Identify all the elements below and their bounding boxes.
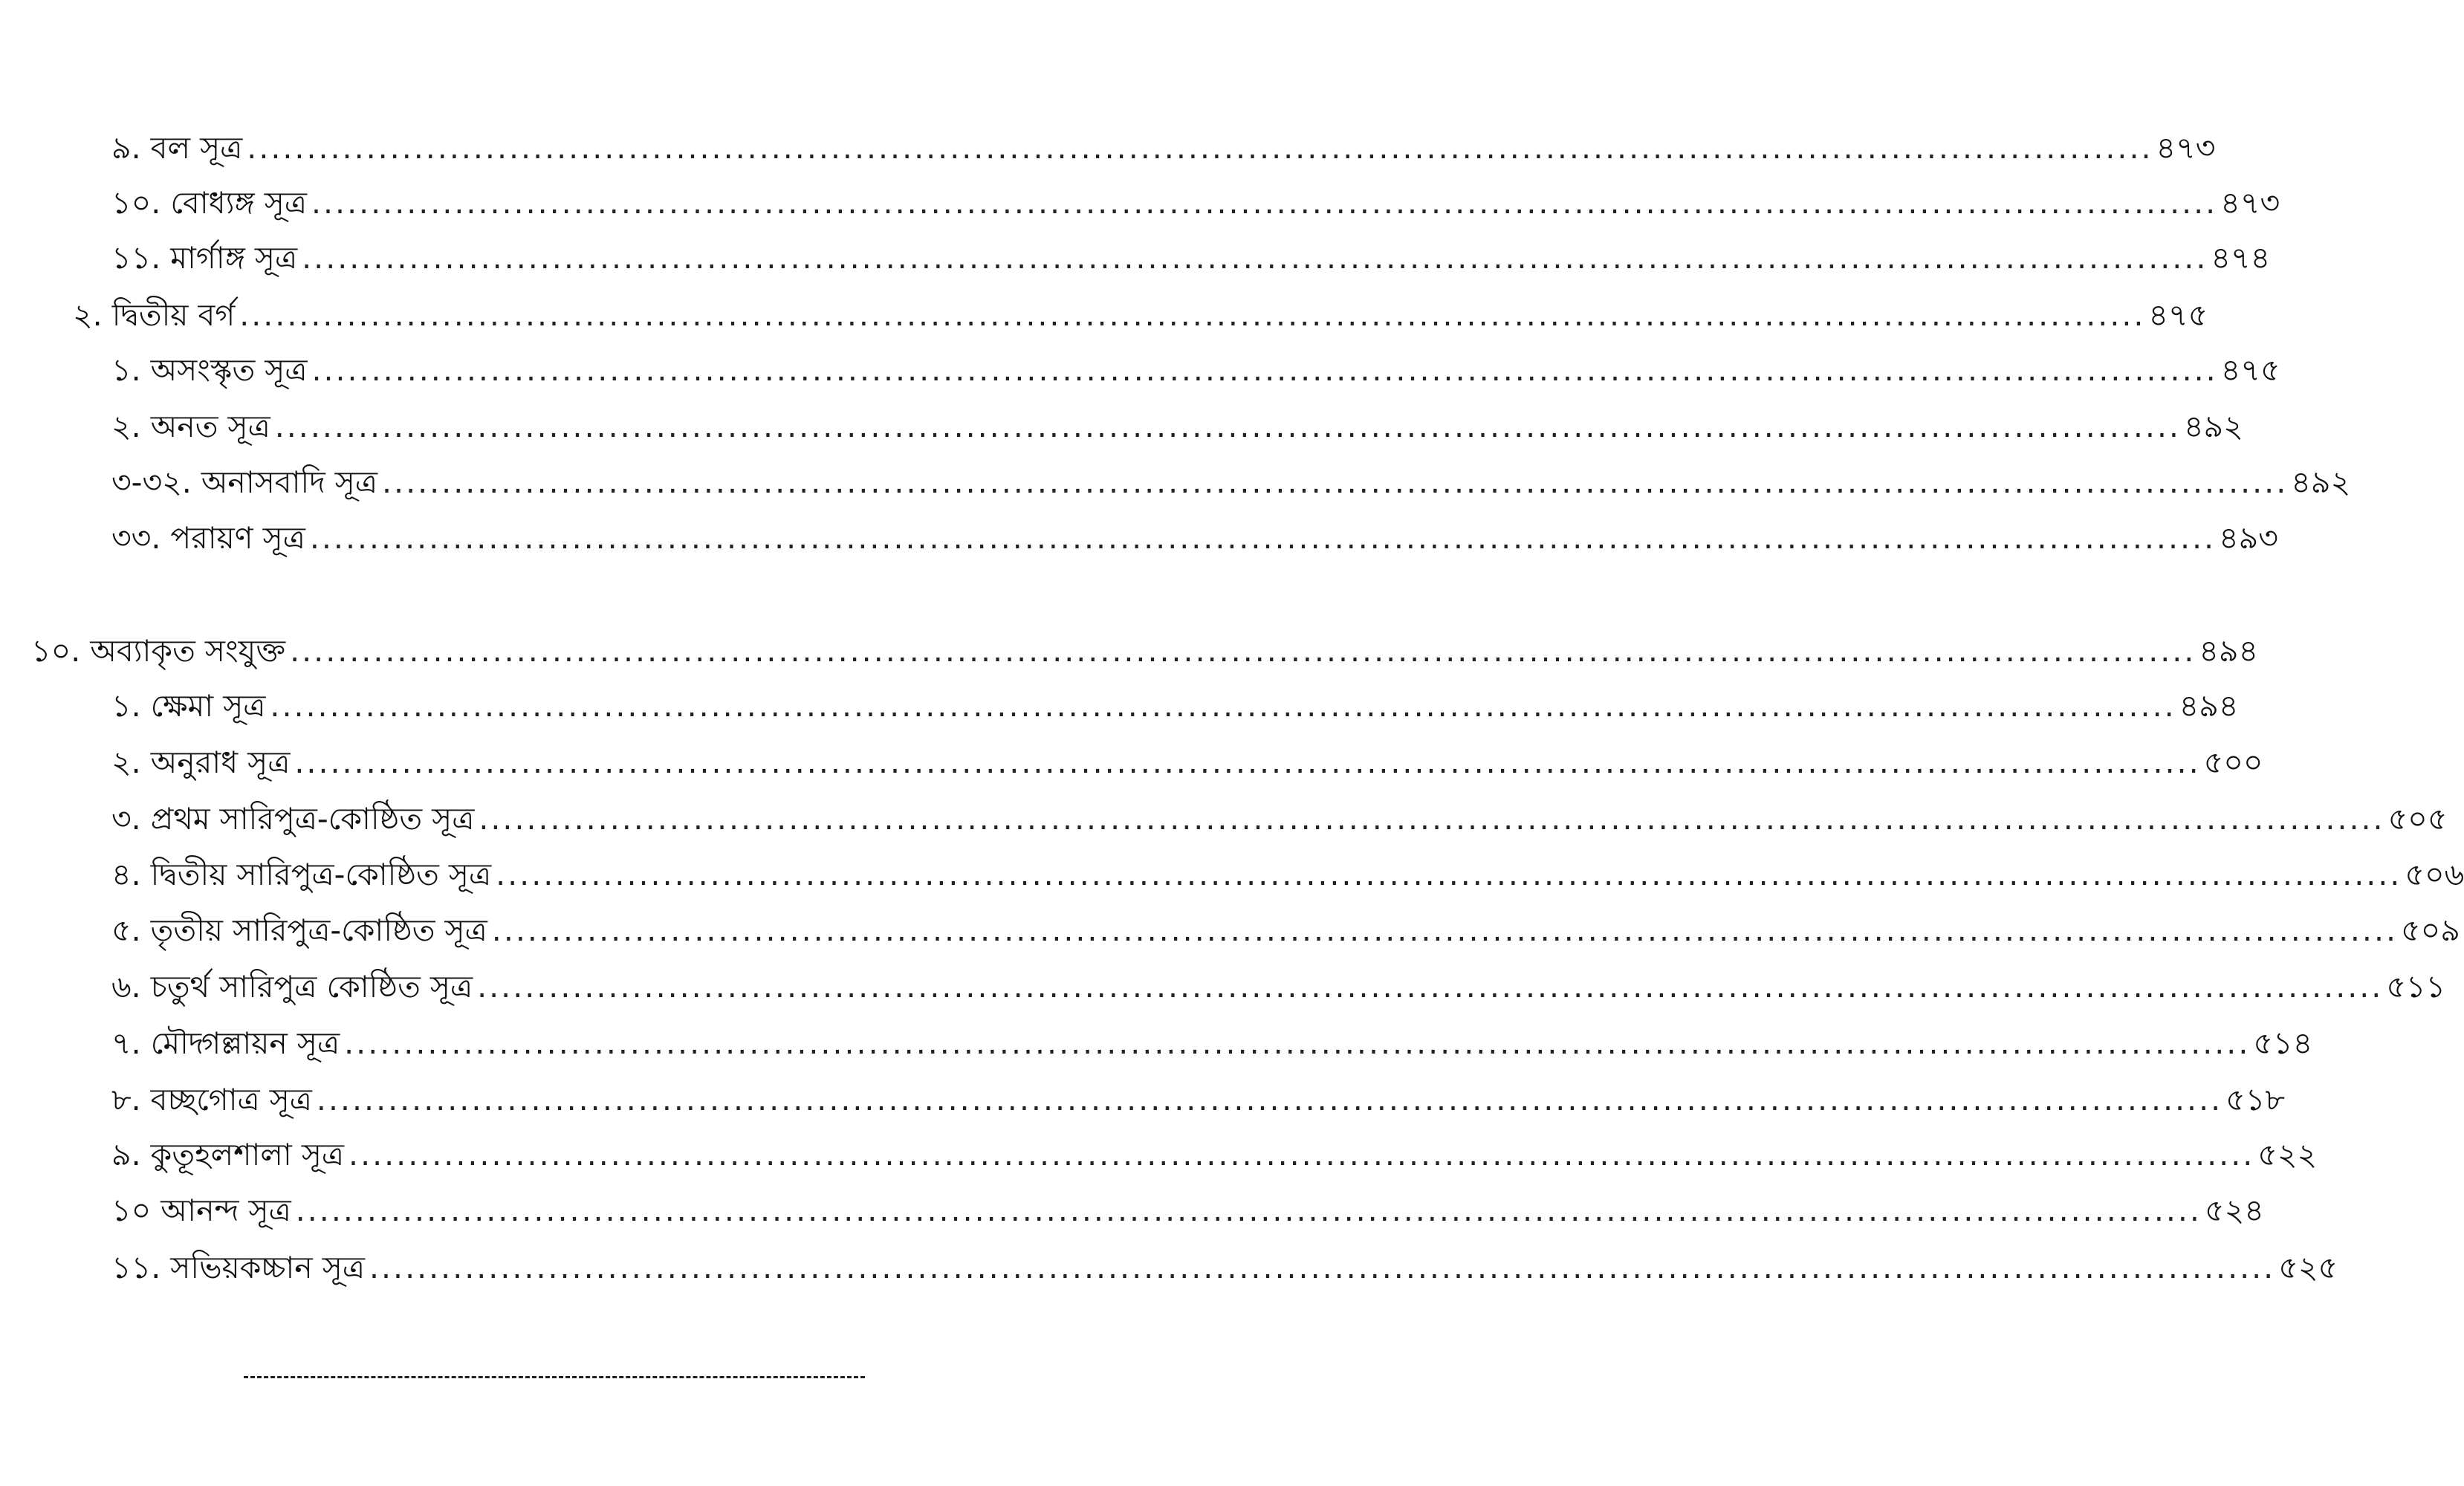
toc-entry — [111, 459, 2351, 505]
toc-entry-page: ৪৯৩ — [2219, 520, 2278, 556]
toc-entry-page: ৪৭৩ — [2156, 130, 2216, 166]
dot-leader: ................................................................................................................................................................ — [316, 1082, 2223, 1117]
dot-leader: ................................................................................................................................................................ — [239, 297, 2146, 333]
dot-leader: ................................................................................................................................................................ — [309, 520, 2217, 556]
toc-entry-page: ৫০৬ — [2405, 857, 2464, 892]
dot-leader: ................................................................................................................................................................ — [294, 744, 2201, 780]
toc-entry — [111, 1077, 2285, 1123]
toc-entry-page: ৫১১ — [2386, 969, 2446, 1005]
toc-entry-page: ৪৯৪ — [2199, 633, 2259, 669]
toc-entry — [111, 964, 2446, 1010]
toc-entry-page: ৪৯২ — [2291, 464, 2351, 500]
toc-entry — [111, 683, 2239, 729]
toc-entry — [111, 739, 2263, 785]
toc-entry-page: ৫১৪ — [2253, 1025, 2313, 1061]
toc-entry-title: ১০. অব্যাকৃত সংযুক্ত — [31, 633, 286, 669]
dot-leader: ................................................................................................................................................................ — [247, 130, 2153, 166]
dot-leader: ................................................................................................................................................................ — [477, 969, 2384, 1005]
toc-entry-title: ৩-৩২. অনাসবাদি সূত্র — [111, 464, 378, 500]
toc-entry-title: ৭. মৌদ্গল্লায়ন সূত্র — [111, 1025, 340, 1061]
toc-chapter-heading — [31, 628, 2259, 674]
dot-leader: ................................................................................................................................................................ — [496, 857, 2402, 892]
toc-entry-title: ২. অনত সূত্র — [111, 409, 270, 444]
toc-entry — [111, 403, 2243, 450]
toc-section-heading — [73, 292, 2208, 338]
toc-entry — [111, 796, 2448, 842]
toc-entry — [111, 1245, 2338, 1291]
toc-entry-page: ৪৭৪ — [2211, 240, 2271, 276]
toc-entry — [111, 851, 2464, 898]
toc-entry-title: ৯. বল সূত্র — [111, 130, 243, 166]
toc-entry-page: ৪৯২ — [2183, 409, 2243, 444]
toc-entry-page: ৫০০ — [2203, 744, 2263, 780]
toc-entry-title: ২. দ্বিতীয় বর্গ — [73, 297, 236, 333]
toc-entry-page: ৪৭৩ — [2220, 185, 2280, 221]
toc-entry-title: ১. ক্ষেমা সূত্র — [111, 688, 266, 724]
dot-leader: ................................................................................................................................................................ — [302, 240, 2208, 276]
toc-entry-title: ৩. প্রথম সারিপুত্র-কোষ্ঠিত সূত্র — [111, 801, 475, 837]
toc-entry-title: ৫. তৃতীয় সারিপুত্র-কোষ্ঠিত সূত্র — [111, 912, 487, 948]
toc-entry — [111, 515, 2278, 561]
dot-leader: ................................................................................................................................................................ — [491, 912, 2399, 948]
toc-entry-title: ৪. দ্বিতীয় সারিপুত্র-কোষ্ঠিত সূত্র — [111, 857, 492, 892]
dot-leader: ................................................................................................................................................................ — [311, 185, 2218, 221]
toc-entry-title: ১. অসংস্কৃত সূত্র — [111, 352, 308, 388]
toc-entry-page: ৫২৪ — [2204, 1193, 2264, 1228]
toc-entry-page: ৫০৫ — [2387, 801, 2448, 837]
toc-entry-page: ৫২৫ — [2278, 1250, 2338, 1285]
dot-leader: ................................................................................................................................................................ — [348, 1137, 2255, 1172]
dot-leader: ................................................................................................................................................................ — [274, 409, 2181, 444]
toc-entry-page: ৫০৯ — [2401, 912, 2460, 948]
toc-entry — [111, 347, 2280, 393]
toc-entry — [111, 907, 2460, 953]
toc-entry — [111, 1132, 2318, 1178]
toc-entry-page: ৫১৮ — [2225, 1082, 2285, 1117]
toc-entry-title: ১১. মার্গাঙ্গ সূত্র — [111, 240, 298, 276]
toc-entry — [111, 1187, 2264, 1233]
toc-entry-page: ৪৯৪ — [2179, 688, 2239, 724]
toc-entry-title: ৩৩. পরায়ণ সূত্র — [111, 520, 305, 556]
toc-entry — [111, 1020, 2313, 1066]
dot-leader: ................................................................................................................................................................ — [295, 1193, 2202, 1228]
toc-entry-title: ১০. বোধ্যঙ্গ সূত্র — [111, 185, 307, 221]
toc-entry-page: ৪৭৫ — [2148, 297, 2208, 333]
toc-entry-title: ৮. বচ্ছগোত্র সূত্র — [111, 1082, 312, 1117]
toc-entry-title: ৯. কুতূহলশালা সূত্র — [111, 1137, 345, 1172]
toc-entry-title: ১১. সভিয়কচ্চান সূত্র — [111, 1250, 365, 1285]
toc-entry-page: ৪৭৫ — [2220, 352, 2280, 388]
dot-leader: ................................................................................................................................................................ — [344, 1025, 2251, 1061]
toc-entry-title: ৬. চতুর্থ সারিপুত্র কোষ্ঠিত সূত্র — [111, 969, 473, 1005]
dot-leader: ................................................................................................................................................................ — [369, 1250, 2276, 1285]
dot-leader: ................................................................................................................................................................ — [270, 688, 2176, 724]
dot-leader: ................................................................................................................................................................ — [311, 352, 2218, 388]
toc-entry — [111, 180, 2280, 226]
toc-entry — [111, 125, 2216, 171]
dot-leader: ................................................................................................................................................................ — [382, 464, 2289, 500]
toc-entry — [111, 235, 2271, 281]
dot-leader: ................................................................................................................................................................ — [479, 801, 2385, 837]
dot-leader: ................................................................................................................................................................ — [290, 633, 2196, 669]
toc-entry-title: ২. অনুরাধ সূত্র — [111, 744, 291, 780]
end-divider — [244, 1376, 865, 1378]
toc-entry-title: ১০ আনন্দ সূত্র — [111, 1193, 291, 1228]
toc-entry-page: ৫২২ — [2257, 1137, 2318, 1172]
